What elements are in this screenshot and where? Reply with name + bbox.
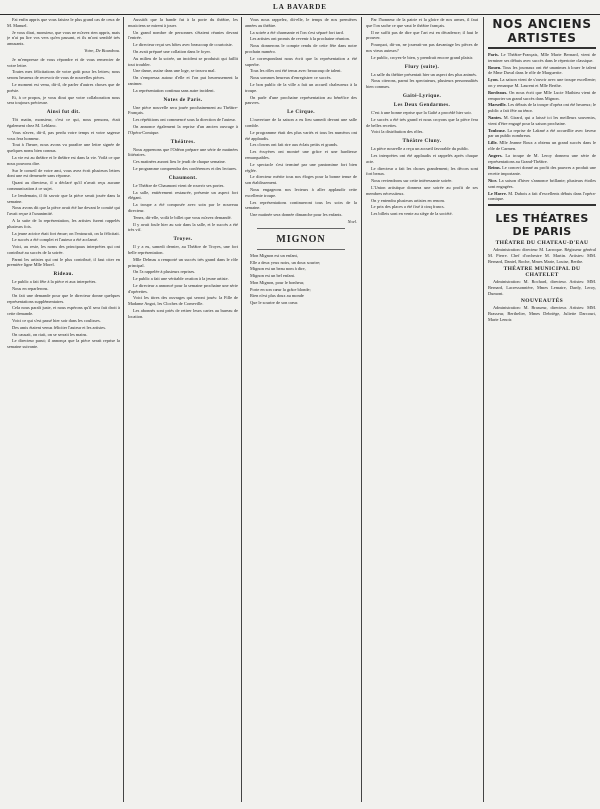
artist-entry-text: Les débuts de la troupe d'opéra ont été heureux; le public a fait fête au ténor.: [488, 102, 596, 114]
paragraph: Nous citerons, parmi les spectateurs, plusieurs personnalités bien connues.: [366, 78, 478, 90]
column-4: [366, 17, 478, 802]
paragraph: La salle du théâtre présentait hier un aspect des plus animés.: [371, 71, 477, 77]
paragraph: Des amis étaient venus féliciter l'auteur et les artistes.: [12, 324, 107, 330]
theatre-name: THÉATRE MUNICIPAL DU CHATELET: [503, 266, 581, 279]
paragraph: La soirée a été charmante et l'on s'est séparé fort tard.: [250, 29, 344, 35]
paragraph: On causait, on riait, on se serrait les mains.: [12, 331, 88, 337]
paragraph: Les artistes ont promis de revenir à la prochaine réunion.: [250, 36, 350, 42]
column-5: [488, 17, 596, 802]
section-heading: Flury (suite).: [404, 63, 440, 70]
theatre-text: Administration: M. Brasseur, directeur. Artistes: MM. Brasseur, Berthelier, Mmes Debriège, Juliette Darcourt, Marie Lenoir.: [488, 305, 596, 322]
artist-entry: [488, 178, 596, 190]
paragraph: Par l'honneur de la patrie et la gloire de nos armes, il faut que l'on sache ce que vaut le théâtre français.: [366, 17, 478, 28]
paragraph: Cela nous paraît juste, et nous espérons qu'il sera fait droit à cette demande.: [7, 305, 120, 317]
signature: Votre, De Bourdeau.: [84, 47, 120, 53]
artist-entry-text: Mlle Jeanne Roux a obtenu un grand succès dans le rôle de Carmen.: [488, 140, 596, 151]
section-heading: Chaumont.: [168, 174, 198, 181]
paragraph: La troupe a été composée avec soin par le nouveau directeur.: [128, 202, 238, 213]
artist-entry-name: Angers.: [488, 152, 503, 158]
paragraph: Je vous dirai, monsieur, que vous ne m'avez rien appris, mais je n'ai pu lire vos vers qu'en passant, et ils m'ont semblé très amusants.: [7, 29, 120, 47]
artist-entry-text: La troupe de M. Leroy donnera une série de représentations au Grand-Théâtre.: [488, 152, 596, 164]
paragraph: Le lendemain, il fit savoir que la pièce serait jouée dans la semaine.: [7, 192, 120, 204]
paragraph: Toutes mes félicitations de votre goût pour les lettres; nous serons heureux de recevoir de vous de nouvelles pièces.: [7, 69, 120, 81]
section-heading: Rideau.: [53, 271, 74, 278]
section-heading: Ainsi fut dit.: [46, 109, 81, 116]
paragraph: Voici la distribution des rôles.: [371, 129, 424, 135]
paragraph: Une dame, assise dans une loge, se trouva mal.: [133, 68, 216, 74]
paragraph: Pourquoi, dit-on, ne jouerait-on pas davantage les pièces de nos vieux auteurs?: [366, 42, 478, 53]
artist-entry: [488, 165, 596, 177]
paragraph: On parle d'une prochaine représentation au bénéfice des pauvres.: [245, 94, 357, 106]
running-head: LA BAVARDE: [273, 3, 327, 11]
artist-entry-name: Lille.: [488, 140, 498, 146]
paragraph: On avait préparé une collation dans le foyer.: [133, 48, 211, 54]
paragraph: La pièce nouvelle a reçu un accueil favorable du public.: [371, 146, 470, 152]
paragraph: C'est à une bonne reprise que la Gaîté a procédé hier soir.: [371, 109, 472, 115]
paragraph: Tenez, dit-elle, voilà le billet que vous m'avez demandé.: [133, 214, 232, 220]
paragraph: Les écuyères ont montré une grâce et une hardiesse remarquables.: [245, 149, 357, 160]
paragraph: Voici ce qui s'est passé hier soir dans les coulisses.: [12, 318, 101, 324]
paragraph: Le directeur mérite tous nos éloges pour la bonne tenue de son établissement.: [245, 174, 357, 186]
paragraph: Parmi les artistes qui ont le plus contribué, il faut citer en première ligne Mlle Morel.: [7, 256, 120, 268]
artist-entry-text: Le concert donné au profit des pauvres a produit une recette importante.: [488, 165, 596, 177]
paragraph: Mlle Delmas a remporté un succès très grand dans le rôle principal.: [128, 256, 238, 268]
theatres-title: LES THÉATRES DE PARIS: [495, 212, 589, 239]
artist-entry-name: Rouen.: [488, 64, 502, 70]
paragraph: Les abonnés sont priés de retirer leurs cartes au bureau de location.: [128, 308, 238, 319]
section-rule: [257, 249, 345, 250]
artist-entry-text: M. Girard, qui a laissé ici les meilleurs souvenirs, vient d'être engagé pour la saison prochaine.: [488, 114, 596, 126]
section-subheading: Les Deux Gendarmes.: [393, 101, 451, 108]
paragraph: Le bon public de la ville a fait un accueil chaleureux à la troupe.: [245, 81, 357, 93]
paragraph: Le directeur a annoncé pour la semaine prochaine une série d'opérettes.: [128, 282, 238, 294]
artist-entry-text: La reprise de Lakmé a été accueillie avec faveur par un public nombreux.: [488, 127, 596, 139]
paragraph: Le directeur a fait les choses grandement; les décors sont fort beaux.: [366, 165, 478, 177]
section-rule: [257, 228, 345, 229]
artist-entry-name: Nantes.: [488, 114, 503, 120]
section-heading: Gaité-Lyrique.: [402, 92, 442, 99]
poem-line: Mon Mignon, pour le bonheur,: [250, 279, 305, 285]
artist-entry-name: Nice.: [488, 177, 498, 183]
paragraph: Aussitôt que la bande fut à la porte du théâtre, les musiciens se mirent à jouer.: [128, 17, 238, 28]
poem-line: Porte en son cœur la grâce blonde;: [250, 286, 311, 292]
section-heading: Le Cirque.: [287, 109, 315, 116]
paragraph: L'ouverture de la saison a eu lieu samedi devant une salle comble.: [245, 117, 357, 128]
column-divider: [123, 17, 124, 802]
paragraph: Le prix des places a été fixé à cinq francs.: [371, 204, 445, 210]
paragraph: La vie est au théâtre et le théâtre est dans la vie. Voilà ce que nous pouvons dire.: [7, 154, 120, 166]
column-divider: [483, 17, 484, 802]
paragraph: Une matinée sera donnée dimanche pour les enfants.: [250, 212, 343, 218]
paragraph: Les interprètes ont été applaudis et rappelés après chaque acte.: [366, 152, 478, 164]
paragraph: Il ne suffit pas de dire que l'art est en décadence; il faut le prouver.: [366, 29, 478, 41]
paragraph: On l'a rappelée à plusieurs reprises.: [133, 269, 196, 275]
paragraph: Vous nous rappelez, dit-elle, le temps de nos premières années au théâtre.: [245, 17, 357, 28]
paragraph: Je m'empresse de vous répondre et de vous remercier de votre lettre.: [7, 56, 120, 68]
artist-entry-name: Le Havre.: [488, 190, 507, 196]
paragraph: Le directeur reçut ses hôtes avec beaucoup de courtoisie.: [133, 42, 233, 48]
artist-entry-text: La saison vient de s'ouvrir avec une troupe excellente; on y remarque M. Laurent et Mlle Berthe.: [488, 77, 596, 88]
column-divider: [361, 17, 362, 802]
artist-entry: [488, 90, 596, 102]
artists-title: NOS ANCIENS ARTISTES: [492, 17, 592, 45]
poem-line: Mon Mignon est un enfant,: [250, 252, 298, 258]
paragraph: Un grand nombre de personnes s'étaient réunies devant l'entrée.: [128, 29, 238, 41]
artist-entry-text: On nous écrit que Mlle Lucie Mathieu vient de remporter un grand succès dans Mignon.: [488, 89, 596, 101]
column-1: [7, 17, 120, 802]
artist-entry-text: Tous les journaux ont été unanimes à louer le talent de Mme Duval dans le rôle de Marguerite.: [488, 64, 596, 76]
paragraph: Nous engageons nos lecteurs à aller applaudir cette excellente troupe.: [245, 186, 357, 198]
section-heading: Notes de Paris.: [163, 96, 203, 103]
paragraph: La représentation continua sans autre incident.: [133, 87, 215, 93]
section-heading: Troyes.: [173, 236, 193, 243]
paragraph: Tous les rôles ont été tenus avec beaucoup de talent.: [250, 68, 342, 74]
paragraph: Tôt matin, monsieur, c'est ce qui, nous pensons, était également chez M. Leblanc.: [7, 117, 120, 128]
artist-entry-name: Lyon.: [488, 77, 499, 83]
paragraph: La jeune actrice était fort émue; on l'entourait, on la félicitait.: [12, 230, 120, 236]
paragraph: Le spectacle s'est terminé par une pantomime fort bien réglée.: [245, 161, 357, 173]
poem-line: Que le sourire de son cœur.: [250, 300, 299, 306]
artist-entry: [488, 191, 596, 203]
column-3: [245, 17, 357, 802]
paragraph: On s'empressa autour d'elle et l'on put heureusement la ranimer.: [128, 75, 238, 86]
paragraph: Nous reviendrons sur cette intéressante soirée.: [371, 178, 453, 184]
paragraph: Le programme comprendra des conférences et des lectures.: [133, 165, 238, 171]
paragraph: Il y avait foule hier au soir dans la salle, et le succès a été très vif.: [128, 221, 238, 233]
paragraph: Une pièce nouvelle sera jouée prochainement au Théâtre-Français.: [128, 104, 238, 116]
paragraph: Le directeur parut; il annonça que la pièce serait reprise la semaine suivante.: [7, 338, 120, 350]
theatre-name: THÉATRE DU CHATEAU-D'EAU: [495, 240, 589, 247]
paragraph: Vous n'avez, dit-il, pas perdu votre temps et votre sagesse vous fera honneur.: [7, 129, 120, 141]
artist-entry: [488, 77, 596, 89]
paragraph: Le Théâtre de Chaumont vient de rouvrir ses portes.: [133, 182, 225, 188]
paragraph: Le public a fait une véritable ovation à la jeune artiste.: [133, 276, 229, 282]
artist-entry-name: Marseille.: [488, 102, 507, 108]
artist-entry: [488, 52, 596, 64]
artist-entry-name: Paris.: [488, 52, 499, 57]
paragraph: L'Union artistique donnera une soirée au profit de ses membres nécessiteux.: [366, 184, 478, 196]
paragraph: Nous apprenons que l'Odéon prépare une série de matinées littéraires.: [128, 146, 238, 158]
paragraph: Nous sommes heureux d'enregistrer ce succès.: [250, 75, 332, 81]
paragraph: Voici, au reste, les noms des principaux interprètes qui ont contribué au succès de la soirée.: [7, 244, 120, 255]
paragraph: Le programme était des plus variés et tous les numéros ont été applaudis.: [245, 129, 357, 141]
paragraph: Nous donnerons le compte rendu de cette fête dans notre prochain numéro.: [245, 43, 357, 54]
paragraph: Il y a eu, samedi dernier, au Théâtre de Troyes, une fort belle représentation.: [128, 244, 238, 255]
paragraph: Ces matinées auront lieu le jeudi de chaque semaine.: [133, 159, 226, 165]
paragraph: Le correspondant nous écrit que la représentation a été superbe.: [245, 55, 357, 67]
poem-line: Rien n'est plus doux au monde: [250, 293, 304, 299]
paragraph: Le moment est venu, dit-il, de parler d'autres choses que de poésie.: [7, 81, 120, 93]
artist-entry-name: Toulouse.: [488, 127, 506, 133]
paragraph: Les billets sont en vente au siège de la société.: [371, 211, 453, 217]
paragraph: Nous avons dit que la pièce avait été lue devant le comité qui l'avait reçue à l'unanimité.: [7, 205, 120, 217]
artist-entry-text: La saison d'hiver s'annonce brillante; plusieurs étoiles sont engagées.: [488, 177, 596, 189]
artist-entry: [488, 115, 596, 127]
paragraph: Sur le conseil de votre ami, vous avez écrit plusieurs lettres dont une est demeurée sans réponse.: [7, 167, 120, 179]
paragraph: Le succès a été complet et l'auteur a été acclamé.: [12, 237, 98, 243]
paragraph: Le public, croyez-le bien, y prendrait encore grand plaisir.: [371, 54, 474, 60]
paragraph: Quant au directeur, il a déclaré qu'il n'avait reçu aucune communication à ce sujet.: [7, 180, 120, 191]
artist-entry-name: Reims.: [488, 165, 501, 171]
paragraph: Les représentations continueront tous les soirs de la semaine.: [245, 199, 357, 211]
artist-entry: [488, 128, 596, 140]
section-heading: Théâtre Cluny.: [402, 138, 442, 145]
paragraph: A la suite de la représentation, les artistes furent rappelés plusieurs fois.: [7, 217, 120, 229]
poem-line: Elle a deux yeux noirs, un doux sourire;: [250, 259, 321, 265]
theatre-text: Administration: directeur M. Larroque. Régisseur général M. Pierre. Chef d'orchestre M. Martin. Artistes: MM. Bernard, Daniel, Roche, Mmes Marie, Louise, Berthe.: [488, 246, 596, 264]
theatres-rule: [488, 204, 596, 206]
artist-entry-text: Le Théâtre-Français, Mlle Marie Bernard, vient de terminer ses débuts avec succès dans le répertoire classique.: [488, 52, 596, 63]
paragraph: Voici les titres des ouvrages qui seront joués: la Fille de Madame Angot, les Cloches de Corneville.: [128, 295, 238, 307]
section-heading: Théâtres.: [170, 138, 196, 145]
poem-line: Mignon est un bel enfant.: [250, 273, 295, 279]
artist-entry: [488, 65, 596, 77]
paragraph: On y entendra plusieurs artistes en renom.: [371, 197, 446, 203]
header-rule: [0, 14, 600, 15]
theatre-text: Administration: M. Rochard, directeur. Artistes: MM. Bernard, Lacressonnière, Mmes Lemaire, Dardy, Leroy, Dumont.: [488, 278, 596, 296]
artists-rule: [488, 47, 596, 49]
column-2: [128, 17, 238, 802]
artist-entry-text: M. Dubois a fait d'excellents débuts dans l'opéra-comique.: [488, 190, 596, 202]
paragraph: On fait une demande pour que le directeur donne quelques représentations supplémentaires.: [7, 292, 120, 304]
artist-entry: [488, 153, 596, 165]
column-divider: [241, 17, 242, 802]
paragraph: Les répétitions ont commencé sous la direction de l'auteur.: [133, 117, 236, 123]
paragraph: Le succès a été très grand et nous croyons que la pièce fera de belles recettes.: [366, 116, 478, 128]
poem-line: Mignon est un beau nom à dire,: [250, 266, 306, 272]
paragraph: La salle, entièrement restaurée, présente un aspect fort élégant.: [128, 189, 238, 201]
paragraph: Le public a fait fête à la pièce et aux interprètes.: [12, 279, 97, 285]
poem-title: MIGNON: [276, 233, 326, 245]
paragraph: Au milieu de la soirée, un incident se produisit qui faillit tout troubler.: [128, 55, 238, 67]
paragraph: Fai enfin appris que vous faisiez le plus grand cas de ceux de M. Manuel.: [7, 17, 120, 28]
paragraph: Nous en reparlerons.: [12, 286, 49, 292]
theatre-name: NOUVEAUTÉS: [520, 298, 564, 305]
paragraph: On annonce également la reprise d'un ancien ouvrage à l'Opéra-Comique.: [128, 123, 238, 135]
signature: Noel.: [347, 218, 357, 224]
paragraph: Les clowns ont fait rire aux éclats petits et grands.: [250, 142, 339, 148]
artist-entry: [488, 102, 596, 114]
artist-entry: [488, 140, 596, 152]
paragraph: Tout à l'heure, nous avons vu paraître une lettre signée de quelques noms bien connus.: [7, 142, 120, 154]
artist-entry-name: Bordeaux.: [488, 89, 508, 95]
paragraph: Et, à ce propos, je vous dirai que votre collaboration nous sera toujours précieuse.: [7, 94, 120, 106]
